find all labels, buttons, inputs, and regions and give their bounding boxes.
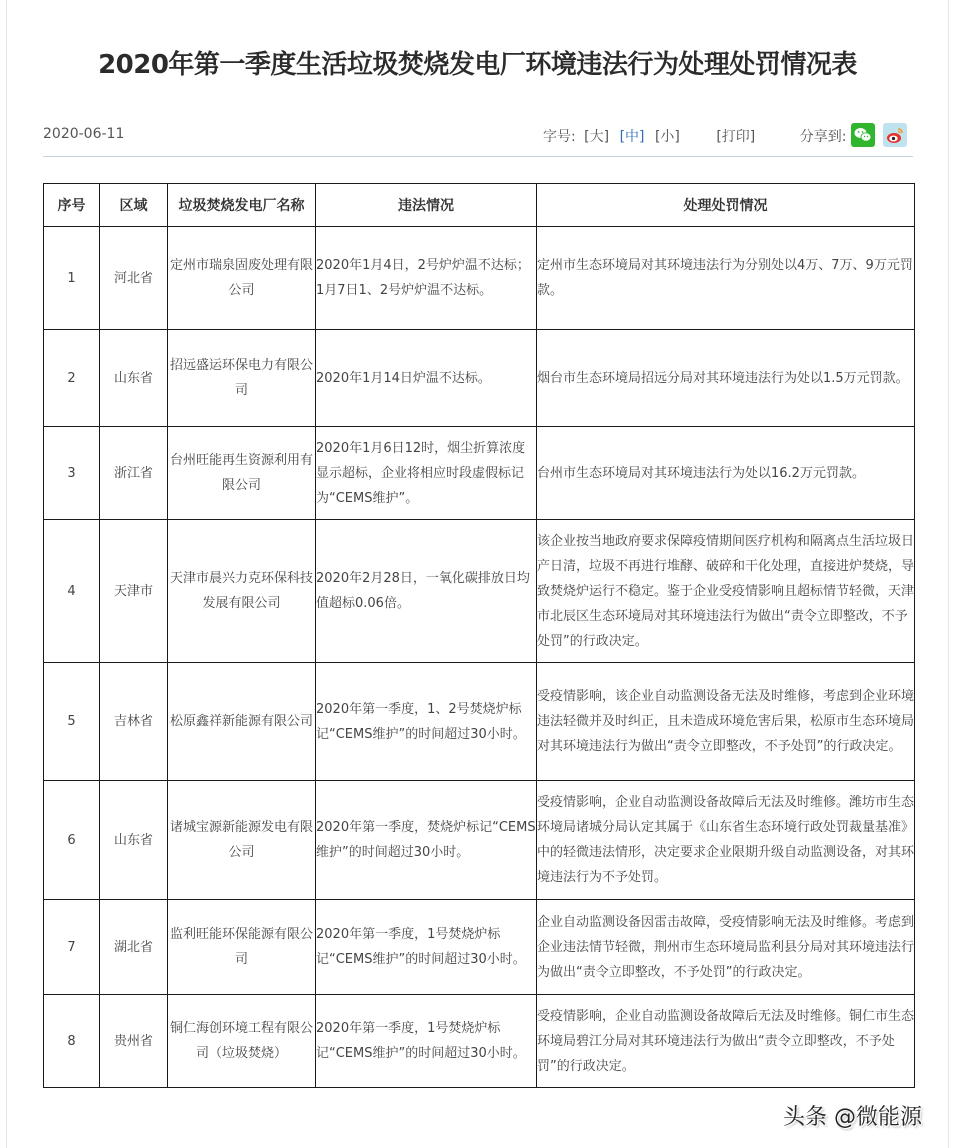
cell-plant-name: 诸城宝源新能源发电有限公司 xyxy=(168,781,316,900)
cell-num: 4 xyxy=(44,520,100,663)
table-row xyxy=(44,995,915,1088)
cell-plant-name: 松原鑫祥新能源有限公司 xyxy=(168,663,316,781)
col-header-region: 区域 xyxy=(100,184,168,227)
table-row xyxy=(44,781,915,900)
cell-penalty: 受疫情影响，企业自动监测设备故障后无法及时维修。潍坊市生态环境局诸城分局认定其属于《山东省生态环境行政处罚裁量基准》中的轻微违法情形，决定要求企业限期升级自动监测设备，对其环境违法行为不予处罚。 xyxy=(537,781,915,900)
table-row xyxy=(44,227,915,330)
col-header-num: 序号 xyxy=(44,184,100,227)
font-size-small-button[interactable]: [小] xyxy=(654,129,680,145)
cell-region: 山东省 xyxy=(100,781,168,900)
cell-penalty: 定州市生态环境局对其环境违法行为分别处以4万、7万、9万元罚款。 xyxy=(537,227,915,330)
table-row xyxy=(44,663,915,781)
cell-num: 7 xyxy=(44,900,100,995)
table-header-row xyxy=(44,184,915,227)
table-row xyxy=(44,330,915,427)
weibo-icon[interactable] xyxy=(883,123,907,147)
table-row xyxy=(44,900,915,995)
cell-region: 山东省 xyxy=(100,330,168,427)
cell-region: 浙江省 xyxy=(100,427,168,520)
cell-violation: 2020年第一季度，1号焚烧炉标记“CEMS维护”的时间超过30小时。 xyxy=(316,995,537,1088)
cell-region: 吉林省 xyxy=(100,663,168,781)
cell-violation: 2020年第一季度，1号焚烧炉标记“CEMS维护”的时间超过30小时。 xyxy=(316,900,537,995)
cell-plant-name: 铜仁海创环境工程有限公司（垃圾焚烧） xyxy=(168,995,316,1088)
cell-region: 湖北省 xyxy=(100,900,168,995)
cell-plant-name: 监利旺能环保能源有限公司 xyxy=(168,900,316,995)
publish-date: 2020-06-11 xyxy=(43,126,125,142)
page-border xyxy=(948,0,949,1148)
cell-num: 8 xyxy=(44,995,100,1088)
cell-num: 1 xyxy=(44,227,100,330)
cell-violation: 2020年1月14日炉温不达标。 xyxy=(316,330,537,427)
cell-num: 2 xyxy=(44,330,100,427)
cell-penalty: 台州市生态环境局对其环境违法行为处以16.2万元罚款。 xyxy=(537,427,915,520)
share-label: 分享到: xyxy=(799,129,847,145)
font-size-label: 字号: xyxy=(543,129,576,145)
cell-plant-name: 招远盛运环保电力有限公司 xyxy=(168,330,316,427)
cell-penalty: 受疫情影响，该企业自动监测设备无法及时维修，考虑到企业环境违法轻微并及时纠正，且未造成环境危害后果，松原市生态环境局对其环境违法行为做出“责令立即整改，不予处罚”的行政决定。 xyxy=(537,663,915,781)
cell-plant-name: 台州旺能再生资源利用有限公司 xyxy=(168,427,316,520)
cell-region: 贵州省 xyxy=(100,995,168,1088)
page-title: 2020年第一季度生活垃圾焚烧发电厂环境违法行为处理处罚情况表 xyxy=(98,50,857,80)
cell-penalty: 受疫情影响，企业自动监测设备故障后无法及时维修。铜仁市生态环境局碧江分局对其环境违法行为做出“责令立即整改，不予处罚”的行政决定。 xyxy=(537,995,915,1088)
page-border xyxy=(6,0,7,1148)
font-size-large-button[interactable]: [大] xyxy=(584,129,610,145)
cell-plant-name: 定州市瑞泉固废处理有限公司 xyxy=(168,227,316,330)
cell-violation: 2020年2月28日，一氧化碳排放日均值超标0.06倍。 xyxy=(316,520,537,663)
cell-penalty: 烟台市生态环境局招远分局对其环境违法行为处以1.5万元罚款。 xyxy=(537,330,915,427)
cell-violation: 2020年第一季度，焚烧炉标记“CEMS维护”的时间超过30小时。 xyxy=(316,781,537,900)
header-divider xyxy=(43,156,913,157)
cell-violation: 2020年1月6日12时，烟尘折算浓度显示超标，企业将相应时段虚假标记为“CEMS维护”。 xyxy=(316,427,537,520)
print-button[interactable]: [打印] xyxy=(716,129,756,145)
cell-num: 5 xyxy=(44,663,100,781)
cell-region: 天津市 xyxy=(100,520,168,663)
table-row xyxy=(44,520,915,663)
cell-penalty: 该企业按当地政府要求保障疫情期间医疗机构和隔离点生活垃圾日产日清，垃圾不再进行堆酵、破碎和干化处理，直接进炉焚烧，导致焚烧炉运行不稳定。鉴于企业受疫情影响且超标情节轻微，天津市北辰区生态环境局对其环境违法行为做出“责令立即整改，不予处罚”的行政决定。 xyxy=(537,520,915,663)
cell-violation: 2020年第一季度，1、2号焚烧炉标记“CEMS维护”的时间超过30小时。 xyxy=(316,663,537,781)
cell-penalty: 企业自动监测设备因雷击故障，受疫情影响无法及时维修。考虑到企业违法情节轻微，荆州市生态环境局监利县分局对其环境违法行为做出“责令立即整改，不予处罚”的行政决定。 xyxy=(537,900,915,995)
col-header-plant-name: 垃圾焚烧发电厂名称 xyxy=(168,184,316,227)
penalty-table xyxy=(43,183,915,1088)
cell-num: 6 xyxy=(44,781,100,900)
source-watermark: 头条 @微能源 xyxy=(783,1105,922,1130)
wechat-icon[interactable] xyxy=(851,123,875,147)
cell-plant-name: 天津市晨兴力克环保科技发展有限公司 xyxy=(168,520,316,663)
col-header-penalty: 处理处罚情况 xyxy=(537,184,915,227)
font-size-medium-button[interactable]: [中] xyxy=(619,129,645,145)
col-header-violation: 违法情况 xyxy=(316,184,537,227)
cell-num: 3 xyxy=(44,427,100,520)
table-row xyxy=(44,427,915,520)
cell-region: 河北省 xyxy=(100,227,168,330)
article-meta-bar xyxy=(43,124,913,146)
article-tools xyxy=(543,126,846,146)
cell-violation: 2020年1月4日，2号炉炉温不达标；1月7日1、2号炉炉温不达标。 xyxy=(316,227,537,330)
